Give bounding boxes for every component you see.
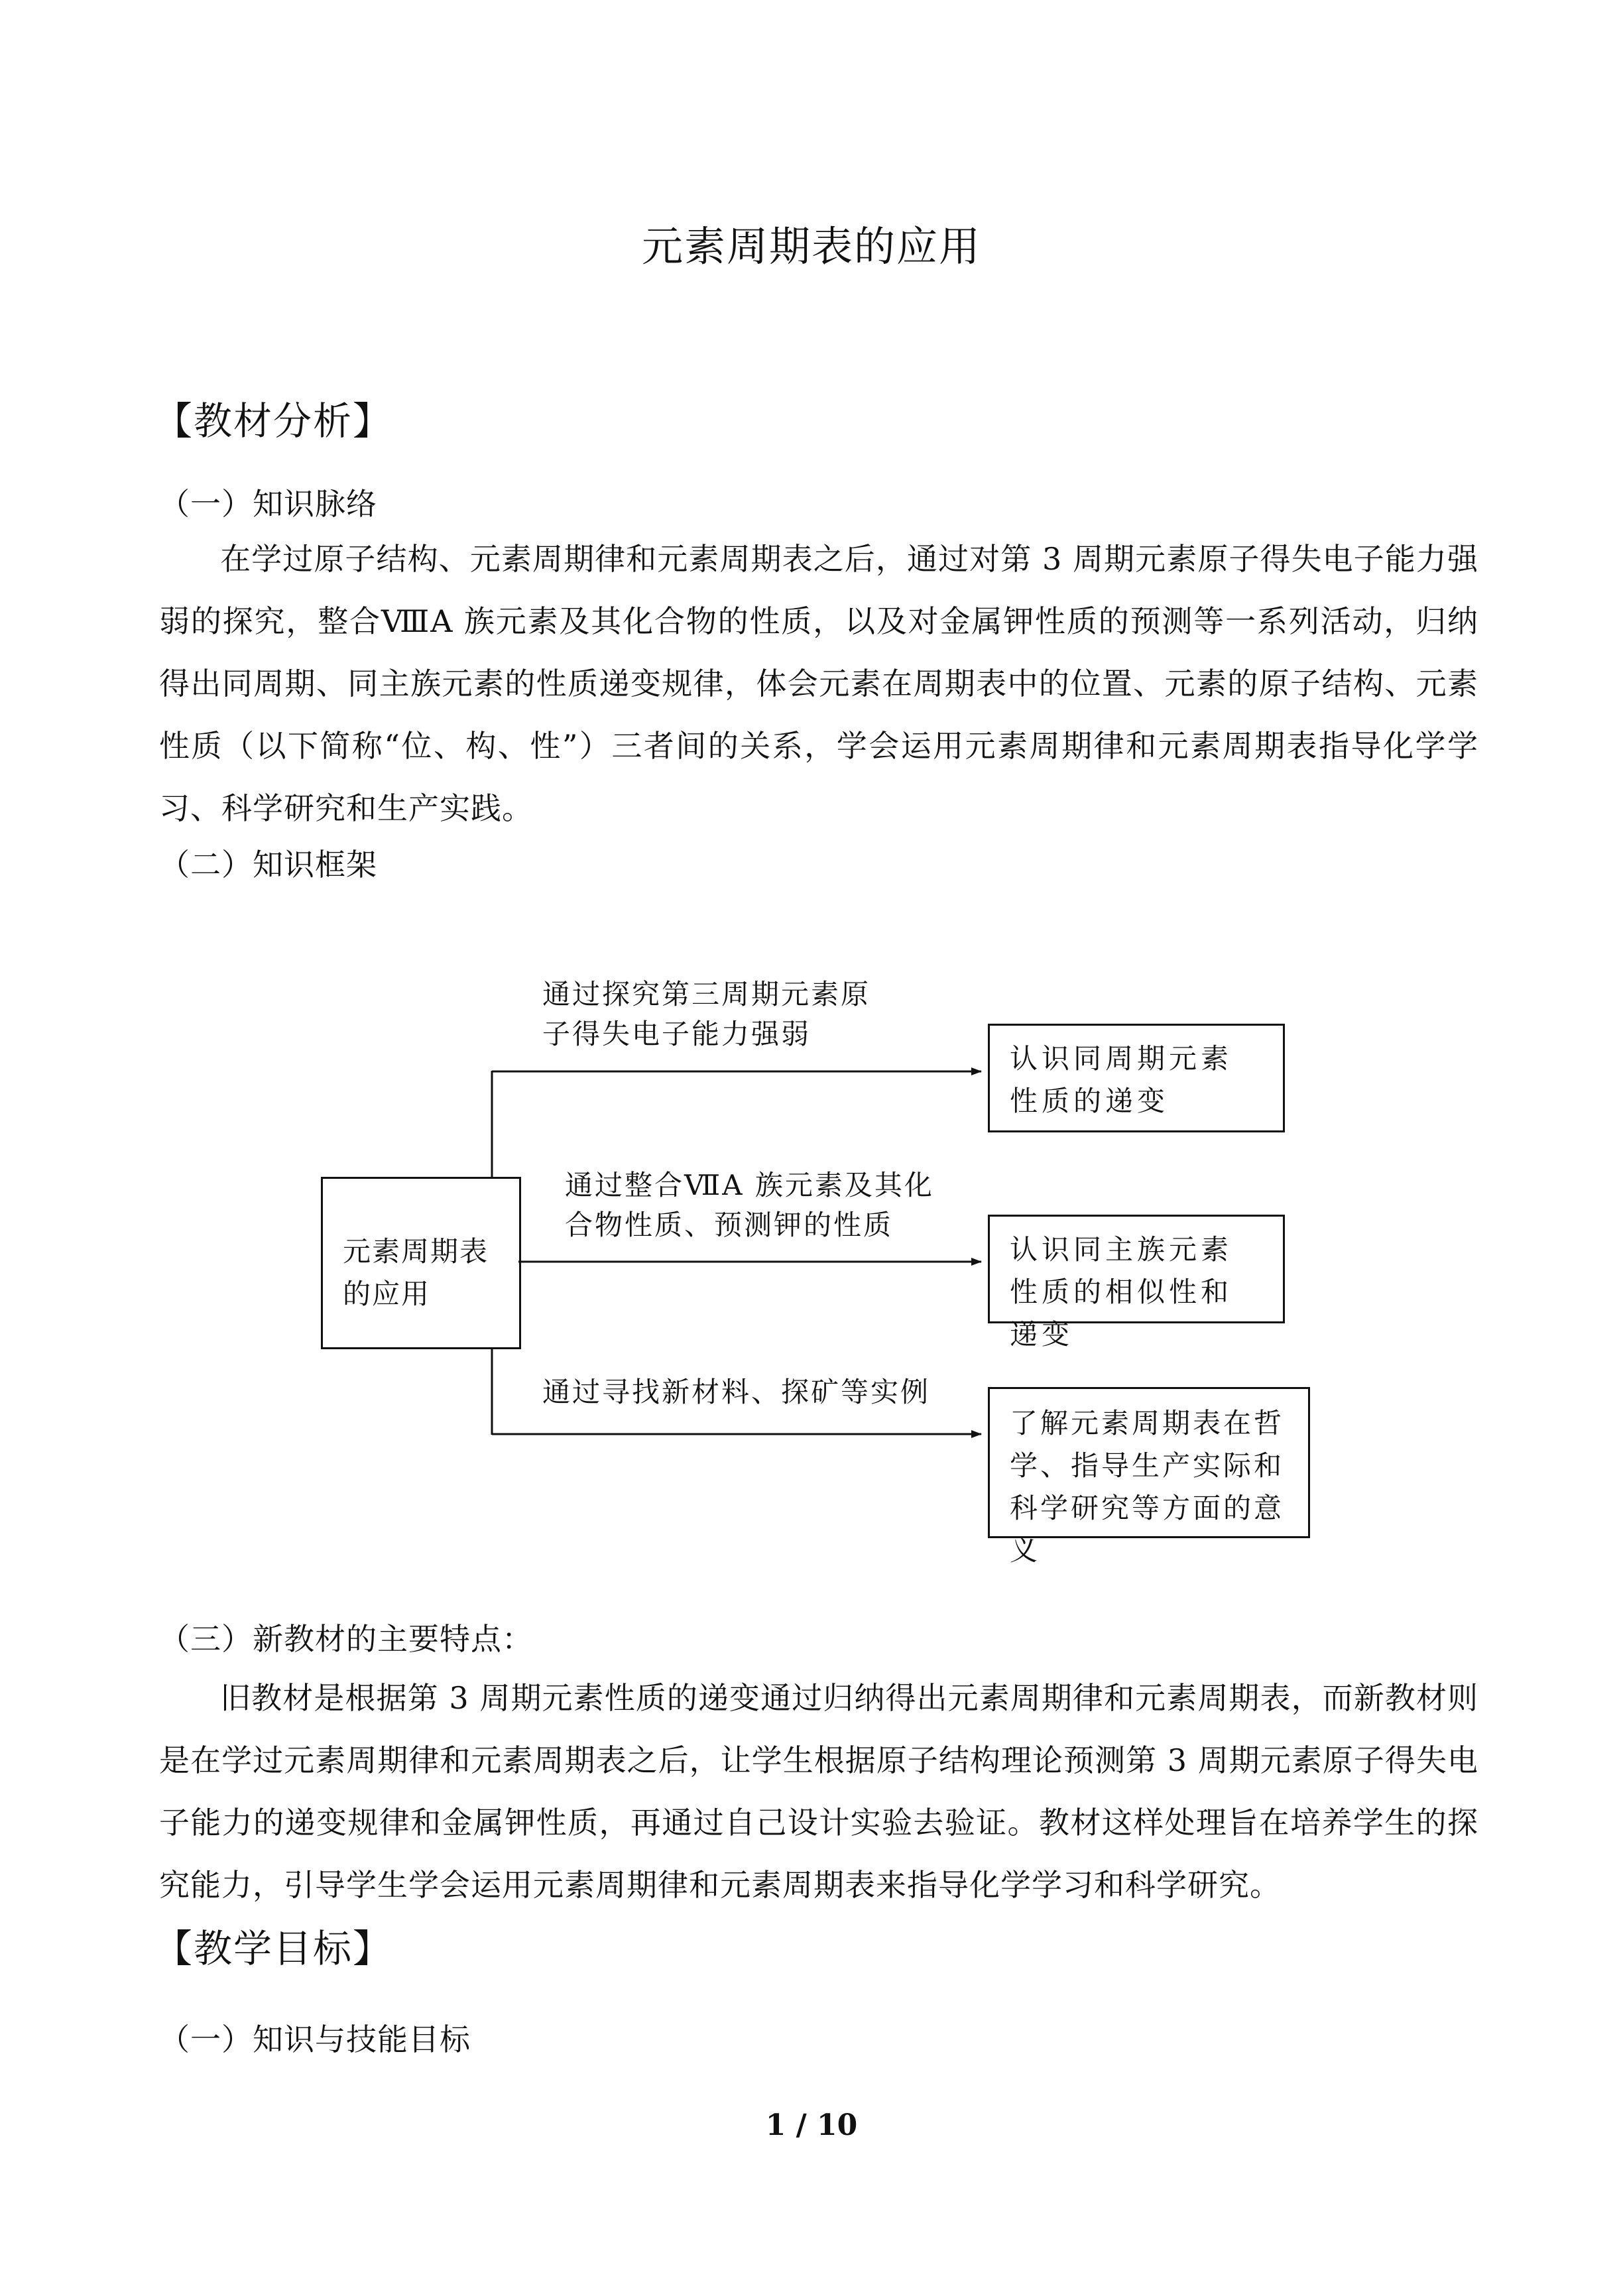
branch-2-box: 认识同主族元素性质的相似性和递变 (988, 1215, 1285, 1323)
subheading-knowledge-skills-goals: （一）知识与技能目标 (159, 2022, 471, 2057)
branch-3-label: 通过寻找新材料、探矿等实例 (542, 1376, 931, 1408)
paragraph-text: 旧教材是根据第 3 周期元素性质的递变通过归纳得出元素周期律和元素周期表，而新教材则是在学过元素周期律和元素周期表之后，让学生根据原子结构理论预测第 3 周期元素原子得失电子能力的递变规律和金属钾性质，再通过自己设计实验去验证。教材这样处理旨在培养学生的探究能力，引导学生学会运用元素周期律和元素周期表来指导化学学习和科学研究。 (159, 1680, 1478, 1903)
subheading-knowledge-framework: （二）知识框架 (159, 847, 377, 882)
knowledge-framework-diagram (305, 955, 1339, 1567)
paragraph-knowledge-context (159, 528, 1478, 839)
branch-1-box: 认识同周期元素性质的递变 (988, 1024, 1285, 1132)
center-box: 元素周期表的应用 (321, 1177, 521, 1349)
branch-1-label: 通过探究第三周期元素原子得失电子能力强弱 (542, 978, 871, 1050)
paragraph-new-textbook-features (159, 1667, 1478, 1916)
page-title: 元素周期表的应用 (641, 222, 981, 271)
subheading-knowledge-context: （一）知识脉络 (159, 486, 377, 522)
subheading-new-textbook-features: （三）新教材的主要特点： (159, 1621, 533, 1657)
section-heading-textbook-analysis: 【教材分析】 (154, 398, 393, 444)
branch-3-box: 了解元素周期表在哲学、指导生产实际和科学研究等方面的意义 (988, 1387, 1310, 1538)
branch-2-label: 通过整合ⅦA 族元素及其化合物性质、预测钾的性质 (565, 1169, 934, 1241)
page-number: 1 / 10 (765, 2108, 858, 2142)
paragraph-text: 在学过原子结构、元素周期律和元素周期表之后，通过对第 3 周期元素原子得失电子能力强弱的探究，整合ⅧA 族元素及其化合物的性质，以及对金属钾性质的预测等一系列活动，归纳得出同周期、同主族元素的性质递变规律，体会元素在周期表中的位置、元素的原子结构、元素性质（以下简称“位、构、性”）三者间的关系，学会运用元素周期律和元素周期表指导化学学习、科学研究和生产实践。 (159, 541, 1478, 826)
section-heading-teaching-goals: 【教学目标】 (154, 1926, 393, 1971)
